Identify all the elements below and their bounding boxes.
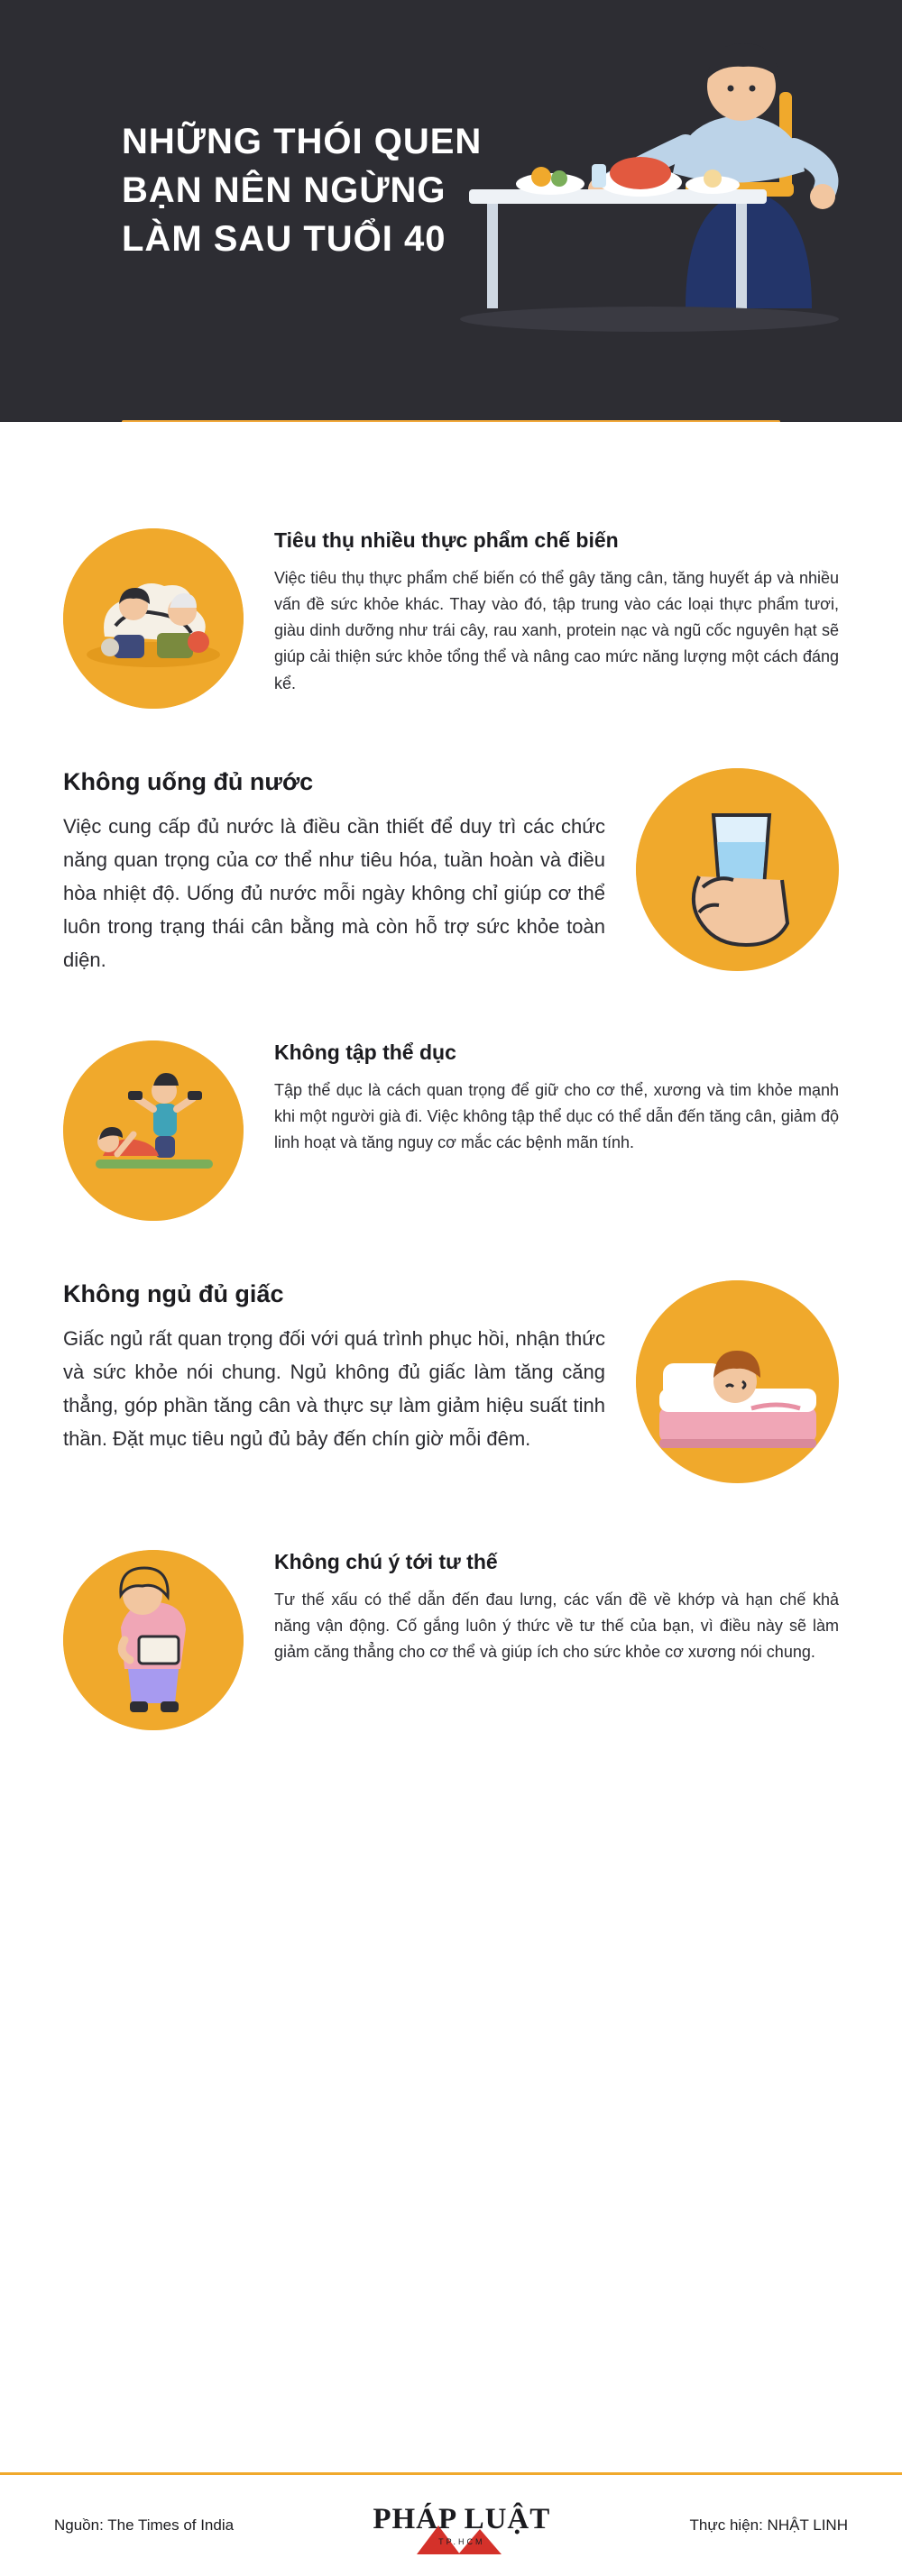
footer-source: Nguồn: The Times of India <box>54 2516 235 2534</box>
processed-food-icon <box>63 528 244 709</box>
section-text <box>274 1550 839 1665</box>
page-title-line-2: BẠN NÊN NGỪNG <box>122 170 446 210</box>
section-text <box>274 1040 839 1156</box>
section-body: Việc cung cấp đủ nước là điều cần thiết để duy trì các chức năng quan trọng của cơ thể như tiêu hóa, tuần hoàn và điều hòa nhiệt độ. Uống đủ nước mỗi ngày không chỉ giúp cơ thể luôn trong trạng thái cân bằng mà còn hỗ trợ sức khỏe toàn diện. <box>63 815 605 971</box>
section-title: Không uống đủ nước <box>63 768 314 795</box>
section-exercise <box>0 1040 902 1221</box>
section-body: Giấc ngủ rất quan trọng đối với quá trình phục hồi, nhận thức và sức khỏe nói chung. Ngủ không đủ giấc làm tăng căng thẳng, góp phần tăng cân và thực sự làm giảm hiệu suất tinh thần. Đặt mục tiêu ngủ đủ bảy đến chín giờ mỗi đêm. <box>63 1326 605 1450</box>
page-title-line-1: NHỮNG THÓI QUEN <box>122 122 483 161</box>
section-hydration <box>0 768 902 977</box>
footer <box>0 2475 902 2576</box>
section-text <box>63 1280 605 1456</box>
logo-subtext: TP.HCM <box>438 2537 485 2546</box>
section-text <box>274 528 839 697</box>
man-eating-at-table-icon <box>415 38 866 344</box>
person-slouching-with-tablet-icon <box>63 1550 244 1730</box>
section-sleep <box>0 1280 902 1483</box>
people-exercising-icon <box>63 1040 244 1221</box>
section-title: Không ngủ đủ giấc <box>63 1279 284 1307</box>
section-body: Tập thể dục là cách quan trọng để giữ cho cơ thể, xương và tim khỏe mạnh khi một người già đi. Việc không tập thể dục có thể dẫn đến tăng cân, giảm độ linh hoạt và tăng nguy cơ mắc các bệnh mãn tính. <box>274 1080 839 1152</box>
section-title: Tiêu thụ nhiều thực phẩm chế biến <box>274 528 619 552</box>
section-body: Việc tiêu thụ thực phẩm chế biến có thể gây tăng cân, tăng huyết áp và nhiều vấn đề sức khỏe khác. Thay vào đó, tập trung vào các loại thực phẩm tươi, giàu dinh dưỡng như trái cây, rau xanh, protein nạc và ngũ cốc nguyên hạt sẽ giúp cải thiện sức khỏe tổng thể và nâng cao mức năng lượng một cách đáng kể. <box>274 569 839 692</box>
publisher-logo <box>372 2497 552 2554</box>
logo-wordmark: PHÁP LUẬT <box>373 2503 551 2535</box>
page-title-line-3: LÀM SAU TUỔI 40 <box>122 219 446 259</box>
section-text <box>63 768 605 977</box>
hand-holding-glass-of-water-icon <box>636 768 839 971</box>
section-title: Không chú ý tới tư thế <box>274 1549 498 1573</box>
section-posture <box>0 1550 902 1730</box>
person-sleeping-in-bed-icon <box>636 1280 839 1483</box>
section-title: Không tập thể dục <box>274 1040 456 1064</box>
header-banner <box>0 0 902 422</box>
section-body: Tư thế xấu có thể dẫn đến đau lưng, các vấn đề về khớp và hạn chế khả năng vận động. Cố gắng luôn ý thức về tư thế của bạn, vì điều này sẽ làm giảm căng thẳng cho cơ thể và giúp ích cho sức khỏe cơ xương nói chung. <box>274 1590 839 1662</box>
footer-credit: Thực hiện: NHẬT LINH <box>689 2516 848 2534</box>
section-processed-food <box>0 528 902 709</box>
sections-container <box>0 422 902 1730</box>
